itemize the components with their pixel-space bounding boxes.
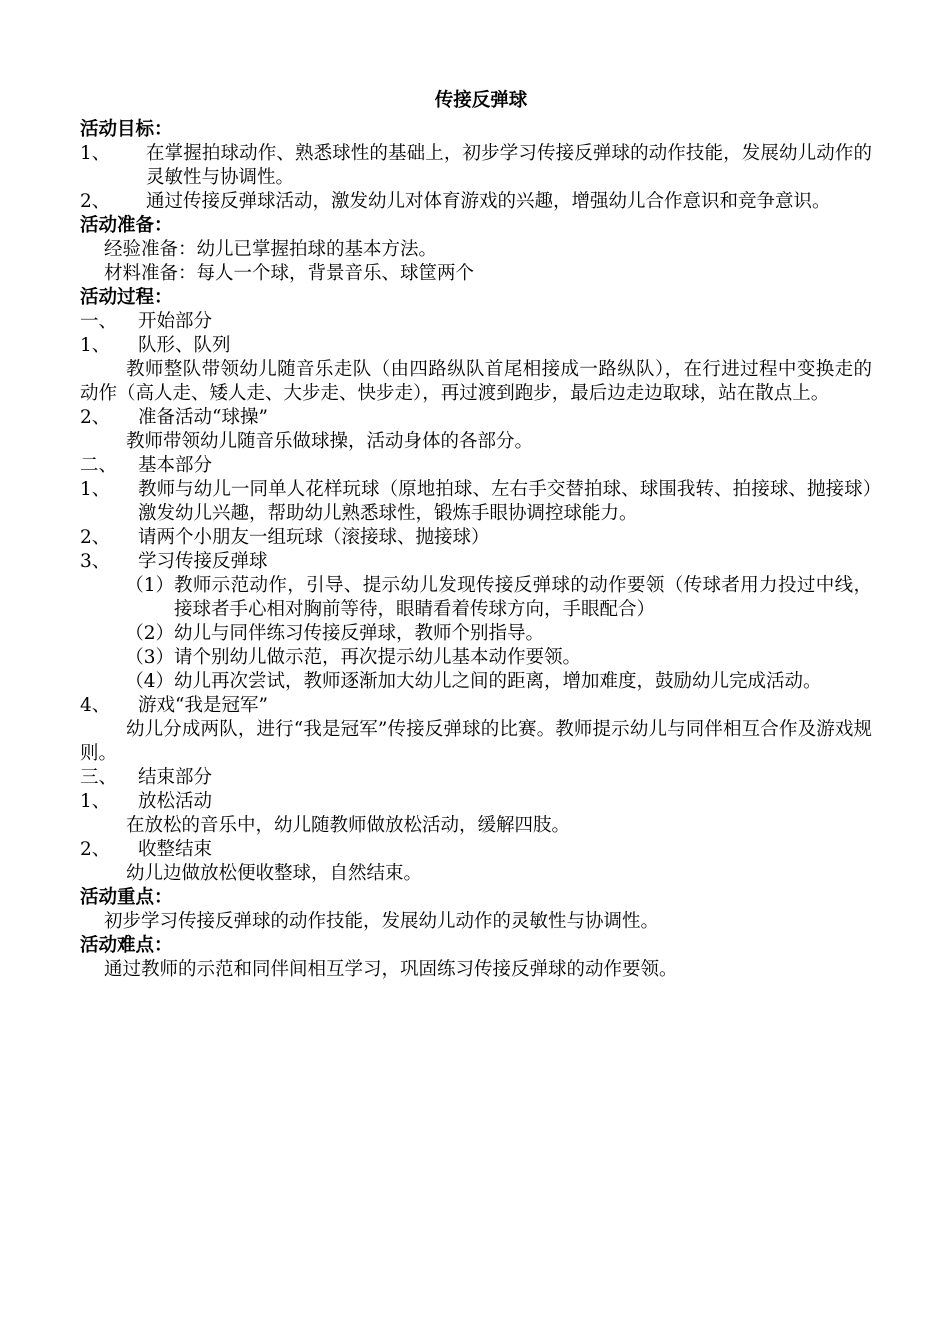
step-heading	[80, 838, 872, 862]
step-heading	[80, 550, 872, 574]
step-item	[80, 526, 872, 550]
difficulty-text: 通过教师的示范和同伴间相互学习，巩固练习传接反弹球的动作要领。	[104, 959, 678, 980]
substep-text: 请个别幼儿做示范，再次提示幼儿基本动作要领。	[174, 647, 582, 668]
goal-number: 1、	[80, 143, 111, 164]
substep-item	[80, 622, 872, 646]
step-text: 请两个小朋友一组玩球（滚接球、抛接球）	[138, 527, 490, 548]
step-title: 队形、队列	[138, 335, 231, 356]
part-title: 基本部分	[138, 455, 213, 476]
step-number: 2、	[80, 839, 111, 860]
goal-text	[146, 142, 872, 190]
prep-heading: 活动准备：	[80, 215, 173, 236]
step-title: 游戏“我是冠军”	[138, 695, 268, 716]
step-heading	[80, 334, 872, 358]
step-paragraph: 幼儿边做放松便收整球，自然结束。	[126, 863, 423, 884]
goal-text	[146, 190, 872, 214]
process-heading: 活动过程：	[80, 287, 173, 308]
document-page	[80, 86, 872, 982]
part-number: 三、	[80, 767, 118, 788]
part-number: 一、	[80, 311, 118, 332]
goals-heading: 活动目标：	[80, 119, 173, 140]
goal-text-body: 通过传接反弹球活动，激发幼儿对体育游戏的兴趣，增强幼儿合作意识和竞争意识。	[146, 191, 831, 212]
step-title: 准备活动“球操”	[138, 407, 268, 428]
substep-number: （2）	[125, 623, 174, 644]
substep-number: （3）	[125, 647, 174, 668]
step-paragraph: 幼儿分成两队，进行“我是冠军”传接反弹球的比赛。教师提示幼儿与同伴相互合作及游戏规则。	[80, 719, 872, 764]
step-number: 1、	[80, 479, 111, 500]
step-heading	[80, 694, 872, 718]
part-heading	[80, 454, 872, 478]
step-number: 2、	[80, 407, 111, 428]
step-number: 3、	[80, 551, 111, 572]
substep-text: 幼儿与同伴练习传接反弹球，教师个别指导。	[174, 623, 545, 644]
step-title: 放松活动	[138, 791, 213, 812]
step-number: 4、	[80, 695, 111, 716]
goal-number: 2、	[80, 191, 111, 212]
step-title: 学习传接反弹球	[138, 551, 268, 572]
part-heading	[80, 310, 872, 334]
document-title: 传接反弹球	[434, 90, 528, 111]
substep-text: 幼儿再次尝试，教师逐渐加大幼儿之间的距离，增加难度，鼓励幼儿完成活动。	[174, 671, 822, 692]
step-title: 收整结束	[138, 839, 213, 860]
prep-line: 经验准备：幼儿已掌握拍球的基本方法。	[104, 239, 438, 260]
step-number: 1、	[80, 335, 111, 356]
substep-item	[80, 646, 872, 670]
step-heading	[80, 406, 872, 430]
step-paragraph: 教师整队带领幼儿随音乐走队（由四路纵队首尾相接成一路纵队），在行进过程中变换走的动作（高人走、矮人走、大步走、快步走），再过渡到跑步，最后边走边取球，站在散点上。	[80, 359, 872, 404]
step-number: 1、	[80, 791, 111, 812]
part-title: 开始部分	[138, 311, 213, 332]
substep-item	[80, 574, 872, 622]
step-number: 2、	[80, 527, 111, 548]
step-paragraph: 在放松的音乐中，幼儿随教师做放松活动，缓解四肢。	[126, 815, 571, 836]
substep-number: （4）	[125, 671, 174, 692]
key-heading: 活动重点：	[80, 887, 173, 908]
part-title: 结束部分	[138, 767, 213, 788]
goal-item	[80, 190, 872, 214]
difficulty-heading: 活动难点：	[80, 935, 173, 956]
prep-line: 材料准备：每人一个球，背景音乐、球筐两个	[104, 263, 475, 284]
substep-text: 教师示范动作，引导、提示幼儿发现传接反弹球的动作要领（传球者用力投过中线，接球者手心相对胸前等待，眼睛看着传球方向，手眼配合）	[174, 575, 872, 620]
substep-number: （1）	[125, 575, 174, 596]
goal-text-body: 在掌握拍球动作、熟悉球性的基础上，初步学习传接反弹球的动作技能，发展幼儿动作的灵敏性与协调性。	[146, 143, 872, 188]
part-number: 二、	[80, 455, 118, 476]
substep-item	[80, 670, 872, 694]
key-text: 初步学习传接反弹球的动作技能，发展幼儿动作的灵敏性与协调性。	[104, 911, 660, 932]
step-item	[80, 478, 872, 526]
step-paragraph: 教师带领幼儿随音乐做球操，活动身体的各部分。	[126, 431, 534, 452]
step-text: 教师与幼儿一同单人花样玩球（原地拍球、左右手交替拍球、球围我转、拍接球、抛接球）激发幼儿兴趣，帮助幼儿熟悉球性，锻炼手眼协调控球能力。	[138, 479, 872, 524]
goal-item	[80, 142, 872, 190]
part-heading	[80, 766, 872, 790]
step-heading	[80, 790, 872, 814]
